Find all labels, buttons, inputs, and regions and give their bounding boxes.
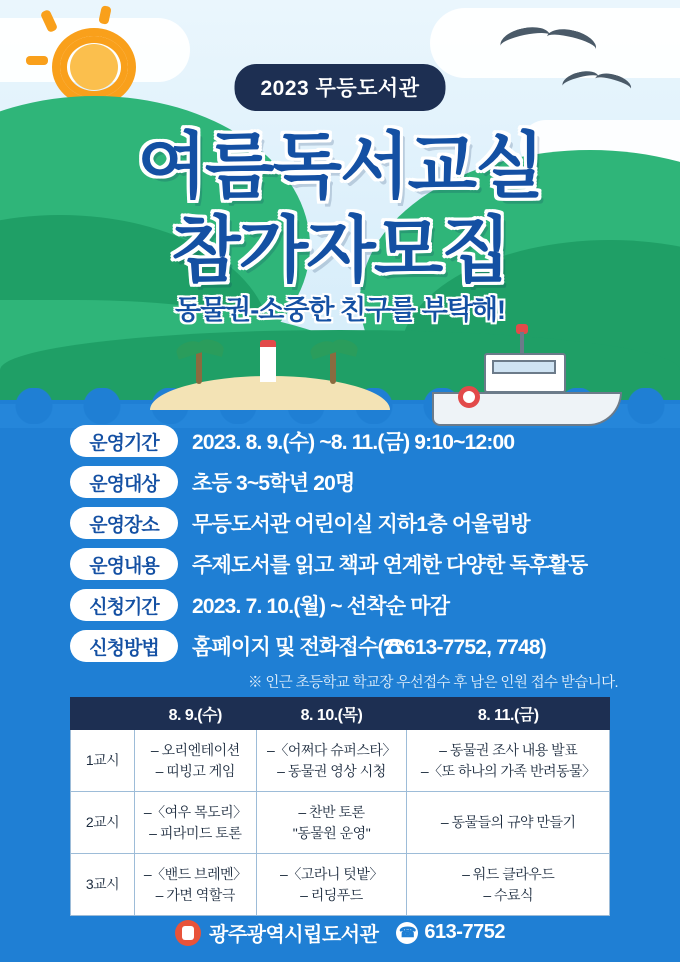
cell-line: –〈고라니 텃밭〉 — [280, 865, 383, 882]
lighthouse-icon — [260, 340, 276, 382]
cell-line: – 리딩푸드 — [300, 886, 363, 903]
info-value: 무등도서관 어린이실 지하1층 어울림방 — [192, 513, 530, 536]
cell-line: – 동물권 조사 내용 발표 — [439, 741, 578, 758]
table-cell — [135, 730, 257, 792]
footer-phone — [396, 921, 505, 944]
cell-line: – 가면 역할극 — [155, 886, 235, 903]
phone-icon: ☎ — [396, 922, 418, 944]
table-cell — [256, 792, 407, 854]
cell-line: "동물원 운영" — [292, 824, 371, 841]
table-cell — [135, 792, 257, 854]
cell-line: – 워드 클라우드 — [462, 865, 555, 882]
island-illustration — [150, 340, 390, 410]
row-period-label: 2교시 — [71, 792, 135, 854]
boat-mast — [520, 332, 524, 354]
cell-line: –〈또 하나의 가족 반려동물〉 — [420, 762, 596, 779]
info-label: 운영대상 — [70, 466, 178, 498]
info-row — [0, 589, 680, 621]
header-badge: 2023 무등도서관 — [235, 64, 446, 111]
table-column-header: 8. 10.(목) — [256, 698, 407, 730]
cell-line: –〈여우 목도리〉 — [143, 803, 247, 820]
info-row — [0, 507, 680, 539]
poster-title-line2: 참가자모집 — [171, 211, 509, 291]
footer — [0, 918, 680, 947]
info-label: 운영기간 — [70, 425, 178, 457]
cell-line: – 피라미드 토론 — [149, 824, 242, 841]
table-cell — [256, 730, 407, 792]
info-label: 신청방법 — [70, 630, 178, 662]
info-row — [0, 425, 680, 457]
cell-line: – 찬반 토론 — [298, 803, 365, 820]
table-row — [71, 854, 610, 916]
footer-org-label: 광주광역시립도서관 — [209, 924, 379, 946]
info-list — [0, 425, 680, 692]
application-note: ※ 인근 초등학교 학교장 우선접수 후 남은 인원 접수 받습니다. — [248, 675, 618, 691]
table-column-header: 8. 11.(금) — [407, 698, 610, 730]
info-label: 운영장소 — [70, 507, 178, 539]
table-corner-cell — [71, 698, 135, 730]
cell-line: – 오리엔테이션 — [150, 741, 240, 758]
cell-line: – 동물들의 규약 만들기 — [440, 814, 576, 830]
cell-line: – 동물권 영상 시청 — [277, 762, 386, 779]
poster-title-line1: 여름독서교실 — [137, 127, 543, 207]
table-cell — [407, 854, 610, 916]
row-period-label: 1교시 — [71, 730, 135, 792]
sun-icon — [52, 28, 136, 106]
info-value: 초등 3~5학년 20명 — [192, 472, 355, 495]
info-value: 홈페이지 및 전화접수(☎613-7752, 7748) — [192, 636, 546, 659]
info-row — [0, 630, 680, 662]
info-label: 신청기간 — [70, 589, 178, 621]
life-ring-icon — [458, 386, 480, 408]
info-value: 2023. 7. 10.(월) ~ 선착순 마감 — [192, 595, 450, 618]
info-value: 2023. 8. 9.(수) ~8. 11.(금) 9:10~12:00 — [192, 431, 515, 454]
info-row — [0, 548, 680, 580]
sun-ray — [26, 56, 48, 65]
library-logo-icon — [175, 920, 201, 946]
table-cell — [407, 730, 610, 792]
info-value: 주제도서를 읽고 책과 연계한 다양한 독후활동 — [192, 554, 588, 577]
cell-line: – 수료식 — [483, 886, 534, 903]
row-period-label: 3교시 — [71, 854, 135, 916]
poster-subtitle: 동물권-소중한 친구를 부탁해! — [175, 295, 505, 325]
table-header-row — [71, 698, 610, 730]
cell-line: –〈어쩌다 슈퍼스타〉 — [267, 741, 396, 758]
table-cell — [135, 854, 257, 916]
cell-line: –〈밴드 브레멘〉 — [143, 865, 247, 882]
boat-window — [492, 360, 556, 374]
table-row — [71, 792, 610, 854]
schedule-table — [70, 697, 610, 916]
cell-line: – 띠빙고 게임 — [155, 762, 235, 779]
table-column-header: 8. 9.(수) — [135, 698, 257, 730]
table-cell — [407, 792, 610, 854]
footer-phone-number: 613-7752 — [424, 921, 505, 943]
boat-illustration — [432, 336, 622, 426]
info-label: 운영내용 — [70, 548, 178, 580]
info-row — [0, 466, 680, 498]
table-row — [71, 730, 610, 792]
footer-organization — [175, 918, 378, 947]
table-cell — [256, 854, 407, 916]
